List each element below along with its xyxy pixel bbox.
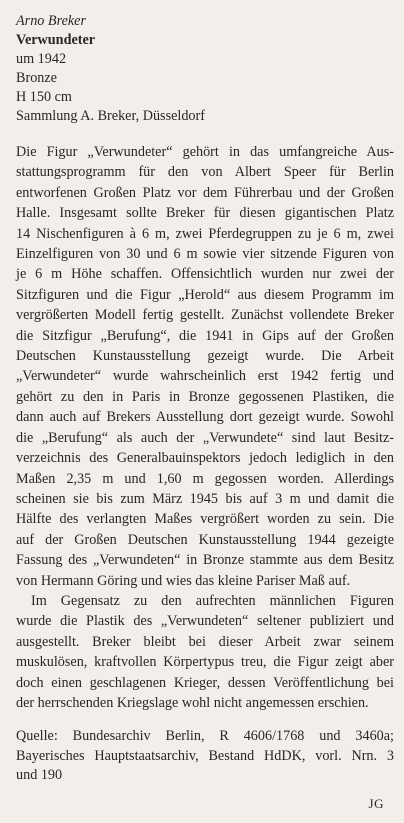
text-line: Sitzfiguren und die Figur „Herold“ aus diesem Programm im — [16, 286, 394, 303]
text-line: gehört zu den in Paris in Bronze gegossenen Plastiken, die — [16, 388, 394, 405]
text-line: der herrschenden Kriegslage wohl nicht angemessen erschien. — [16, 694, 369, 711]
source-note — [16, 727, 394, 786]
text-line: die „Berufung“ als auch der „Verwundete“ sind laut Besitz- — [16, 429, 394, 446]
text-line: Deutschen Kunstausstellung gezeigt wurde. Die Arbeit — [16, 348, 394, 365]
text-line: auf der Großen Deutschen Kunstausstellung 1944 gezeigte — [16, 531, 394, 548]
text-line: verzeichnis des Generalbauinspektors jedoch lediglich in den — [16, 450, 394, 467]
text-line: Hälfte des verlangten Maßes vergrößert worden zu sein. Die — [16, 511, 394, 528]
source-line: Bayerisches Hauptstaatsarchiv, Bestand HdDK, vorl. Nrn. 3 — [16, 747, 394, 764]
text-line: entworfenen Großen Platz vor dem Führerbau und der Großen — [16, 184, 394, 201]
text-line: vergrößerten Modell fertig gestellt. Zunächst vollendete Breker — [16, 307, 394, 324]
document-page — [16, 12, 394, 786]
text-line: doch einen geschlagenen Krieger, dessen Veröffentlichung bei — [16, 674, 394, 691]
text-line: dann auch auf Brekers Ausstellung dort gezeigt wurde. Sowohl — [16, 409, 394, 426]
text-line: wurde die Plastik des „Verwundeten“ seltener publiziert und — [16, 613, 394, 630]
artwork-height — [16, 88, 394, 107]
artwork-date: um 1942 — [16, 51, 67, 67]
text-line: je 6 m Höhe schaffen. Offensichtlich wurden nur zwei der — [16, 266, 394, 283]
artwork-collection: Sammlung A. Breker, Düsseldorf — [16, 108, 205, 124]
text-line: muskulösen, kraftvollen Körpertypus treu, die Figur zeigt aber — [16, 654, 394, 671]
text-line: 14 Nischenfiguren à 6 m, zwei Pferdegruppen zu je 6 m, zwei — [16, 225, 394, 242]
artwork-material: Bronze — [16, 70, 57, 86]
text-line: „Verwundeter“ wurde wahrscheinlich erst 1942 fertig und — [16, 368, 394, 385]
text-line: Einzelfiguren von 30 und 6 m sowie vier sitzende Figuren von — [16, 246, 394, 263]
height-prefix: H — [16, 89, 27, 105]
artwork-caption — [16, 12, 394, 126]
text-line: ausgestellt. Breker bleibt bei dieser Arbeit zwar seinem — [16, 633, 394, 650]
source-line: und 190 — [16, 767, 63, 784]
text-line: Fassung des „Verwundeten“ in Bronze stammte aus dem Besitz — [16, 552, 394, 569]
author-initials: JG — [368, 796, 384, 811]
text-line: Die Figur „Verwundeter“ gehört in das umfangreiche Aus- — [16, 144, 394, 160]
height-value: 150 cm — [29, 89, 72, 105]
text-line: die Sitzfigur „Berufung“, die 1941 in Gips auf der Großen — [16, 327, 394, 344]
text-line: Maßen 2,35 m und 1,60 m gegossen worden. Allerdings — [16, 470, 394, 487]
artist-name: Arno Breker — [16, 13, 86, 29]
text-line: Halle. Insgesamt sollte Breker für diesen gigantischen Platz — [16, 205, 394, 222]
text-line: Im Gegensatz zu den aufrechten männlichen Figuren — [31, 592, 394, 609]
artwork-title: Verwundeter — [16, 32, 96, 48]
text-line: von Hermann Göring und wies das kleine Pariser Maß auf. — [16, 572, 351, 589]
body-paragraph-2 — [16, 591, 394, 713]
text-line: scheinen sie bis zum März 1945 bis auf 3 m und damit die — [16, 490, 394, 507]
text-line: stattungsprogramm für den von Albert Speer für Berlin — [16, 164, 394, 181]
source-line: Quelle: Bundesarchiv Berlin, R 4606/1768 und 3460a; — [16, 728, 394, 745]
body-paragraph-1 — [16, 142, 394, 591]
